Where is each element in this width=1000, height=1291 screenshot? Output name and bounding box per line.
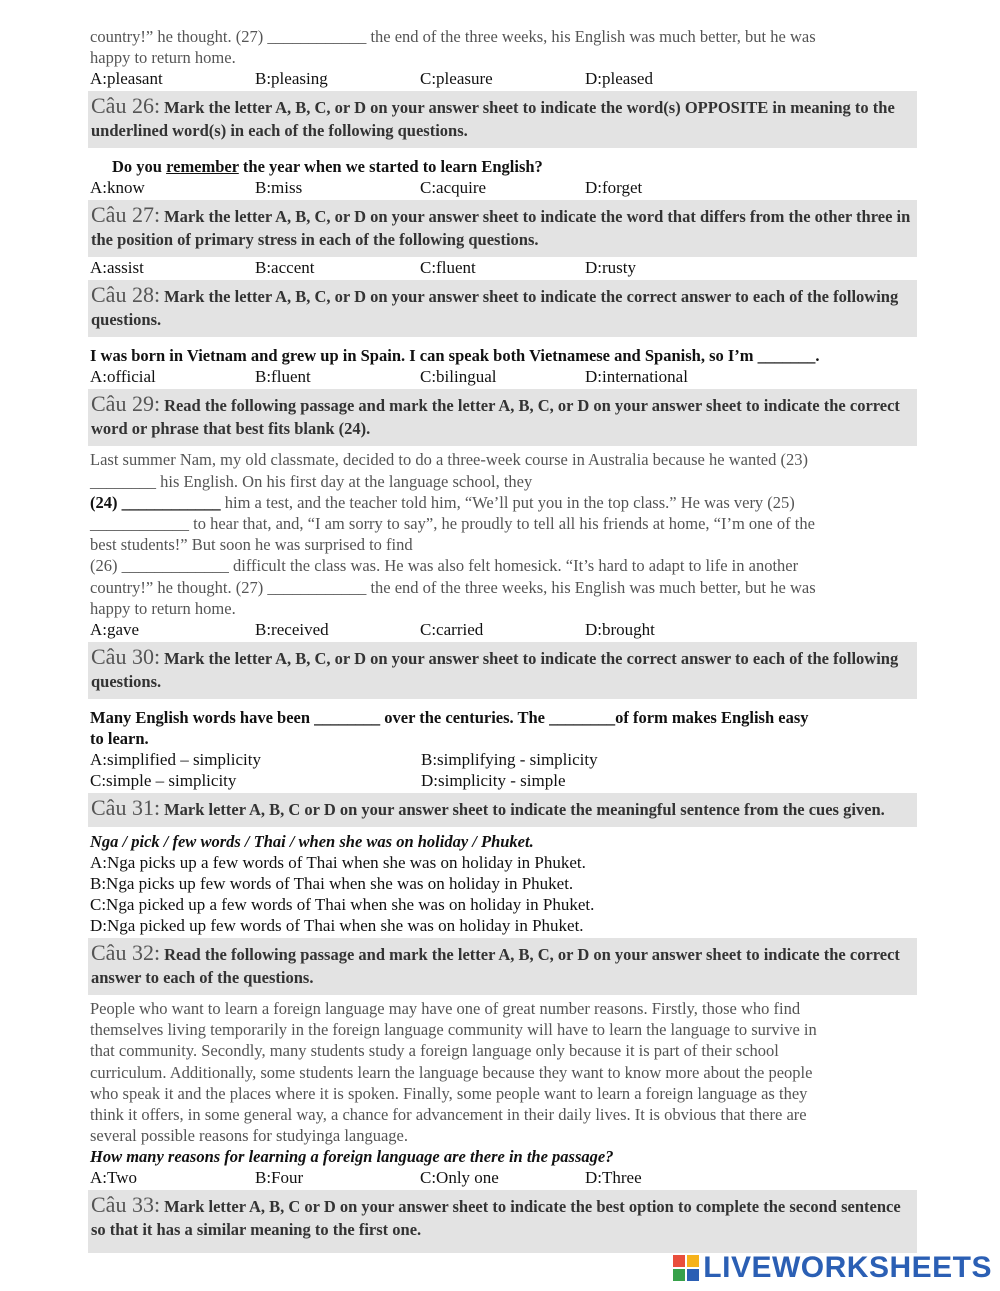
option-a[interactable]: A:official bbox=[90, 367, 156, 387]
stem-line: to learn. bbox=[90, 729, 149, 749]
option-c[interactable]: C:carried bbox=[420, 620, 484, 640]
question-number: Câu 27: bbox=[91, 202, 161, 228]
question-28-stem: I was born in Vietnam and grew up in Spain. I can speak both Vietnamese and Spanish, so I’m _______. bbox=[90, 346, 820, 366]
worksheet-page bbox=[90, 26, 915, 1253]
question-32-options bbox=[90, 1167, 915, 1188]
option-d[interactable]: D:brought bbox=[585, 620, 655, 640]
question-26-header bbox=[88, 91, 917, 148]
stem-text: Do you bbox=[112, 157, 167, 177]
question-30-options-row2 bbox=[90, 770, 915, 791]
question-32-passage bbox=[90, 998, 915, 1146]
question-number: Câu 33: bbox=[91, 1192, 161, 1218]
passage-line: ____________ to hear that, and, “I am sorry to say”, he proudly to tell all his friends at home, “I’m one of the bbox=[90, 514, 815, 534]
passage-line: who speak it and the places where it is spoken. Finally, some people want to learn a foreign language as they bbox=[90, 1083, 808, 1103]
option-a[interactable]: A:Nga picks up a few words of Thai when she was on holiday in Phuket. bbox=[90, 853, 586, 873]
stem-line: Many English words have been ________ over the centuries. The ________of form makes English easy bbox=[90, 708, 809, 728]
liveworksheets-logo bbox=[673, 1251, 992, 1285]
passage-line: themselves living temporarily in the foreign language community will have to learn the language to survive in bbox=[90, 1020, 817, 1040]
question-instruction: Mark the letter A, B, C, or D on your answer sheet to indicate the correct answer to each of the following questions. bbox=[91, 287, 899, 330]
option-c[interactable]: C:bilingual bbox=[420, 367, 497, 387]
question-number: Câu 26: bbox=[91, 93, 161, 119]
question-30-options-row1 bbox=[90, 749, 915, 770]
passage-text: him a test, and the teacher told him, “We’ll put you in the top class.” He was very (25) bbox=[220, 492, 795, 512]
passage-line: happy to return home. bbox=[90, 48, 236, 68]
option-b[interactable]: B:pleasing bbox=[255, 69, 328, 89]
question-26-options bbox=[90, 177, 915, 198]
question-instruction: Mark the letter A, B, C, or D on your answer sheet to indicate the word that differs from the other three in the position of primary stress in each of the following questions. bbox=[91, 207, 911, 250]
option-d[interactable]: D:rusty bbox=[585, 258, 636, 278]
option-b[interactable]: B:miss bbox=[255, 178, 303, 198]
option-d[interactable]: D:Nga picked up few words of Thai when she was on holiday in Phuket. bbox=[90, 916, 584, 936]
question-29-options bbox=[90, 619, 915, 640]
passage-line: curriculum. Additionally, some students learn the language because they want to know more about the people bbox=[90, 1062, 813, 1082]
option-a[interactable]: A:assist bbox=[90, 258, 144, 278]
underlined-word: remember bbox=[166, 157, 239, 177]
passage-line bbox=[90, 492, 915, 513]
question-instruction: Read the following passage and mark the letter A, B, C, or D on your answer sheet to indicate the correct answer to each of the questions. bbox=[91, 945, 900, 988]
question-number: Câu 28: bbox=[91, 282, 161, 308]
prev-question-options bbox=[90, 68, 915, 89]
option-c[interactable]: C:Only one bbox=[420, 1168, 499, 1188]
question-31-cue: Nga / pick / few words / Thai / when she was on holiday / Phuket. bbox=[90, 832, 534, 852]
option-b[interactable]: B:received bbox=[255, 620, 329, 640]
option-c[interactable]: C:fluent bbox=[420, 258, 476, 278]
question-27-header bbox=[88, 200, 917, 257]
question-30-header bbox=[88, 642, 917, 699]
question-32-header bbox=[88, 938, 917, 995]
option-d[interactable]: D:Three bbox=[585, 1168, 642, 1188]
option-a[interactable]: A:pleasant bbox=[90, 69, 163, 89]
question-instruction: Read the following passage and mark the letter A, B, C, or D on your answer sheet to indicate the correct word or phrase that best fits blank (24). bbox=[91, 396, 900, 439]
passage-line: ________ his English. On his first day at the language school, they bbox=[90, 471, 533, 491]
option-a[interactable]: A:know bbox=[90, 178, 145, 198]
option-d[interactable]: D:pleased bbox=[585, 69, 653, 89]
cube-green bbox=[673, 1269, 685, 1281]
passage-line: (26) _____________ difficult the class was. He was also felt homesick. “It’s hard to adapt to life in another bbox=[90, 556, 799, 576]
option-d[interactable]: D:forget bbox=[585, 178, 643, 198]
option-d[interactable]: D:simplicity - simple bbox=[421, 771, 566, 791]
logo-text: LIVEWORKSHEETS bbox=[703, 1251, 992, 1284]
question-instruction: Mark the letter A, B, C, or D on your answer sheet to indicate the word(s) OPPOSITE in meaning to the underlined word(s) in each of the following questions. bbox=[91, 98, 895, 141]
question-33-header bbox=[88, 1190, 917, 1253]
question-32-question: How many reasons for learning a foreign language are there in the passage? bbox=[90, 1147, 614, 1167]
passage-line: best students!” But soon he was surprised to find bbox=[90, 535, 413, 555]
option-a[interactable]: A:simplified – simplicity bbox=[90, 750, 261, 770]
passage-line: Last summer Nam, my old classmate, decided to do a three-week course in Australia because he wanted (23) bbox=[90, 450, 808, 470]
question-number: Câu 31: bbox=[91, 795, 161, 821]
option-c[interactable]: C:acquire bbox=[420, 178, 487, 198]
option-c[interactable]: C:simple – simplicity bbox=[90, 771, 237, 791]
question-29-passage bbox=[90, 449, 915, 619]
option-a[interactable]: A:Two bbox=[90, 1168, 137, 1188]
passage-line: country!” he thought. (27) ____________ the end of the three weeks, his English was much better, but he was bbox=[90, 27, 816, 46]
question-number: Câu 30: bbox=[91, 644, 161, 670]
cube-blue bbox=[687, 1269, 699, 1281]
option-b[interactable]: B:fluent bbox=[255, 367, 311, 387]
logo-cubes-icon bbox=[673, 1255, 699, 1281]
option-c[interactable]: C:Nga picked up a few words of Thai when she was on holiday in Phuket. bbox=[90, 895, 595, 915]
question-instruction: Mark the letter A, B, C, or D on your answer sheet to indicate the correct answer to each of the following questions. bbox=[91, 649, 899, 692]
question-number: Câu 32: bbox=[91, 940, 161, 966]
passage-line: think it offers, in some general way, a chance for advancement in their daily lives. It is obvious that there are bbox=[90, 1105, 807, 1125]
question-27-options bbox=[90, 257, 915, 278]
option-d[interactable]: D:international bbox=[585, 367, 688, 387]
option-c[interactable]: C:pleasure bbox=[420, 69, 493, 89]
cube-red bbox=[673, 1255, 685, 1267]
passage-line: several possible reasons for studyinga language. bbox=[90, 1126, 408, 1146]
question-28-options bbox=[90, 366, 915, 387]
passage-line: that community. Secondly, many students study a foreign language only because it is part of their school bbox=[90, 1041, 779, 1061]
option-b[interactable]: B:simplifying - simplicity bbox=[421, 750, 598, 770]
passage-line: country!” he thought. (27) ____________ the end of the three weeks, his English was much better, but he was bbox=[90, 577, 816, 597]
question-26-stem bbox=[90, 156, 915, 177]
cube-yellow bbox=[687, 1255, 699, 1267]
question-number: Câu 29: bbox=[91, 391, 161, 417]
passage-line: People who want to learn a foreign language may have one of great number reasons. Firstly, those who find bbox=[90, 999, 801, 1019]
option-b[interactable]: B:Four bbox=[255, 1168, 304, 1188]
top-passage bbox=[90, 26, 915, 68]
option-b[interactable]: B:accent bbox=[255, 258, 315, 278]
question-30-stem bbox=[90, 707, 915, 749]
stem-text: the year when we started to learn English? bbox=[238, 157, 543, 177]
question-28-header bbox=[88, 280, 917, 337]
passage-line: happy to return home. bbox=[90, 598, 236, 618]
question-31-header bbox=[88, 793, 917, 827]
option-a[interactable]: A:gave bbox=[90, 620, 140, 640]
question-instruction: Mark letter A, B, C or D on your answer sheet to indicate the best option to complete the second sentence so that it has a similar meaning to the first one. bbox=[91, 1197, 901, 1240]
question-29-header bbox=[88, 389, 917, 446]
option-b[interactable]: B:Nga picks up few words of Thai when she was on holiday in Phuket. bbox=[90, 874, 574, 894]
blank-24-label: (24) ____________ bbox=[90, 492, 221, 512]
question-instruction: Mark letter A, B, C or D on your answer sheet to indicate the meaningful sentence from the cues given. bbox=[164, 800, 885, 820]
